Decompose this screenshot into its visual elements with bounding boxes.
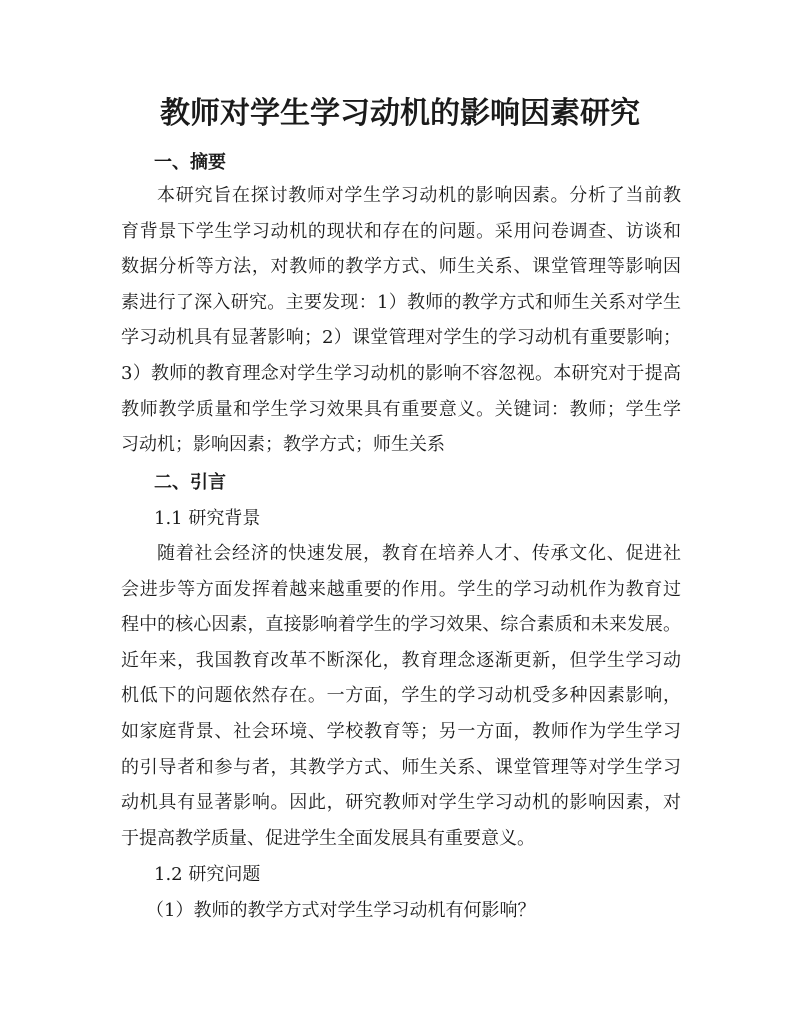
- background-paragraph: [121, 536, 681, 856]
- background-line: 如家庭背景、社会环境、学校教育等；另一方面，教师作为学生学习: [121, 720, 681, 742]
- background-line: 随着社会经济的快速发展，教育在培养人才、传承文化、促进社: [157, 543, 681, 564]
- abstract-line: 本研究旨在探讨教师对学生学习动机的影响因素。分析了当前教: [157, 185, 681, 206]
- abstract-line: 素进行了深入研究。主要发现：1）教师的教学方式和师生关系对学生: [121, 291, 681, 313]
- abstract-line: 育背景下学生学习动机的现状和存在的问题。采用问卷调查、访谈和: [121, 220, 681, 242]
- abstract-line: 教师教学质量和学生学习效果具有重要意义。关键词：教师；学生学: [121, 398, 681, 420]
- background-line: 于提高教学质量、促进学生全面发展具有重要意义。: [121, 827, 535, 849]
- background-line: 动机具有显著影响。因此，研究教师对学生学习动机的影响因素，对: [121, 792, 681, 814]
- abstract-heading: 一、摘要: [154, 152, 226, 173]
- abstract-line: 3）教师的教育理念对学生学习动机的影响不容忽视。本研究对于提高: [121, 362, 681, 384]
- background-line: 程中的核心因素，直接影响着学生的学习效果、综合素质和未来发展。: [121, 614, 681, 636]
- abstract-line: 数据分析等方法，对教师的教学方式、师生关系、课堂管理等影响因: [121, 256, 681, 278]
- background-heading: 1.1 研究背景: [154, 508, 261, 529]
- background-line: 近年来，我国教育改革不断深化，教育理念逐渐更新，但学生学习动: [121, 649, 681, 671]
- abstract-paragraph: [121, 178, 681, 463]
- abstract-line: 学习动机具有显著影响；2）课堂管理对学生的学习动机有重要影响；: [121, 327, 681, 349]
- abstract-line: 习动机；影响因素；教学方式；师生关系: [121, 434, 445, 456]
- background-line: 会进步等方面发挥着越来越重要的作用。学生的学习动机作为教育过: [121, 578, 681, 600]
- research-question-1: （1）教师的教学方式对学生学习动机有何影响？: [146, 900, 536, 921]
- background-line: 机低下的问题依然存在。一方面，学生的学习动机受多种因素影响，: [121, 685, 681, 707]
- background-line: 的引导者和参与者，其教学方式、师生关系、课堂管理等对学生学习: [121, 756, 681, 778]
- document-title: 教师对学生学习动机的影响因素研究: [160, 96, 640, 131]
- intro-heading: 二、引言: [154, 472, 226, 493]
- questions-heading: 1.2 研究问题: [154, 864, 261, 885]
